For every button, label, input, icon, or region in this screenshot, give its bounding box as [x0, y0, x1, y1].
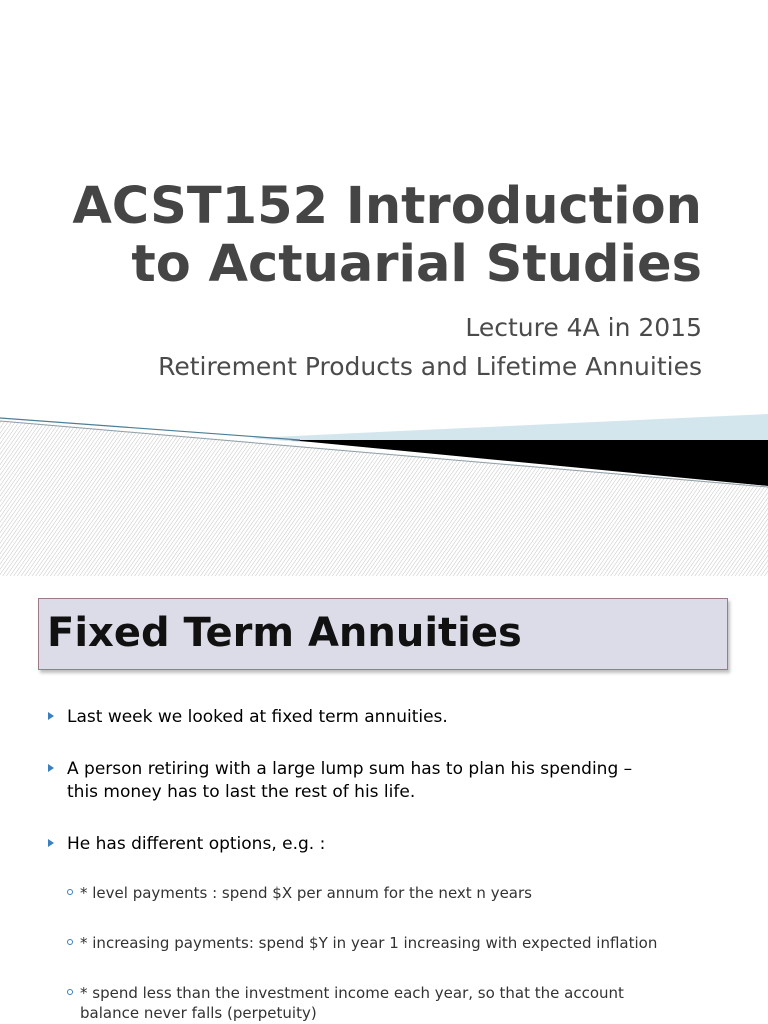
- subtitle-topic: Retirement Products and Lifetime Annuities: [158, 352, 702, 381]
- subtitle-lecture: Lecture 4A in 2015: [465, 313, 702, 342]
- triangle-bullet-icon: [48, 764, 54, 772]
- circle-bullet-icon: [67, 889, 73, 895]
- bullet-text-continued: this money has to last the rest of his life.: [67, 782, 416, 802]
- content-slide: [0, 576, 768, 1024]
- circle-bullet-icon: [67, 989, 73, 995]
- bullet-text: He has different options, e.g. :: [67, 834, 326, 854]
- light-blue-band: [250, 414, 768, 442]
- slide-title-line-1: ACST152 Introduction: [72, 177, 702, 236]
- slide-subtitle: [2, 308, 702, 386]
- slide-title-line-2: to Actuarial Studies: [131, 235, 702, 294]
- sub-bullet-text: * level payments : spend $X per annum for the next n years: [80, 884, 532, 902]
- sub-bullet-text-continued: balance never falls (perpetuity): [80, 1004, 317, 1022]
- slide-title: [22, 178, 702, 294]
- circle-bullet-icon: [67, 939, 73, 945]
- slide-heading: Fixed Term Annuities: [47, 610, 522, 656]
- bullet-text: Last week we looked at fixed term annuities.: [67, 707, 448, 727]
- triangle-bullet-icon: [48, 839, 54, 847]
- triangle-bullet-icon: [48, 712, 54, 720]
- bullet-text: A person retiring with a large lump sum has to plan his spending –: [67, 759, 633, 779]
- sub-bullet-text: * spend less than the investment income each year, so that the account: [80, 984, 624, 1002]
- decorative-swoosh: [0, 412, 768, 576]
- sub-bullet-text: * increasing payments: spend $Y in year 1 increasing with expected inflation: [80, 934, 658, 952]
- bullet-list: [0, 576, 768, 1024]
